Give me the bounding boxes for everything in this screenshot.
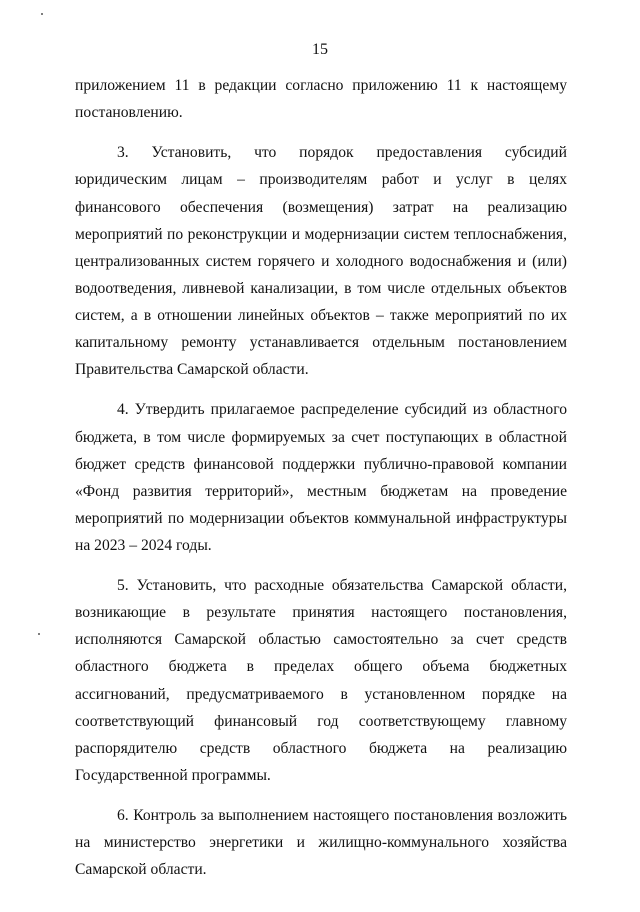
page-number: 15 xyxy=(312,41,328,58)
paragraph-item-4: 4. Утвердить прилагаемое распределение субсидий из областного бюджета, в том числе формируемых за счет поступающих в областной бюджет средств финансовой поддержки публично-правовой компании «Фонд развития территорий», местным бюджетам на проведение мероприятий по модернизации объектов коммунальной инфраструктуры на 2023 – 2024 годы. xyxy=(75,401,567,554)
paragraph-item-3: 3. Установить, что порядок предоставления субсидий юридическим лицам – производителям работ и услуг в целях финансового обеспечения (возмещения) затрат на реализацию мероприятий по реконструкции и модернизации систем теплоснабжения, централизованных систем горячего и холодного водоснабжения и (или) водоотведения, ливневой канализации, в том числе отдельных объектов систем, а в отношении линейных объектов – также мероприятий по их капитальному ремонту устанавливается отдельным постановлением Правительства Самарской области. xyxy=(75,144,567,379)
scan-speck xyxy=(41,13,43,15)
paragraph-item-6: 6. Контроль за выполнением настоящего постановления возложить на министерство энергетики и жилищно-коммунального хозяйства Самарской области. xyxy=(75,807,567,879)
scan-speck xyxy=(38,633,40,635)
paragraph-continuation: приложением 11 в редакции согласно приложению 11 к настоящему постановлению. xyxy=(75,77,567,122)
paragraph-item-5: 5. Установить, что расходные обязательства Самарской области, возникающие в результате принятия настоящего постановления, исполняются Самарской областью самостоятельно за счет средств областного бюджета в пределах общего объема бюджетных ассигнований, предусматриваемого в установленном порядке на соответствующий финансовый год соответствующему главному распорядителю средств областного бюджета на реализацию Государственной программы. xyxy=(75,577,567,784)
document-body xyxy=(75,72,567,897)
